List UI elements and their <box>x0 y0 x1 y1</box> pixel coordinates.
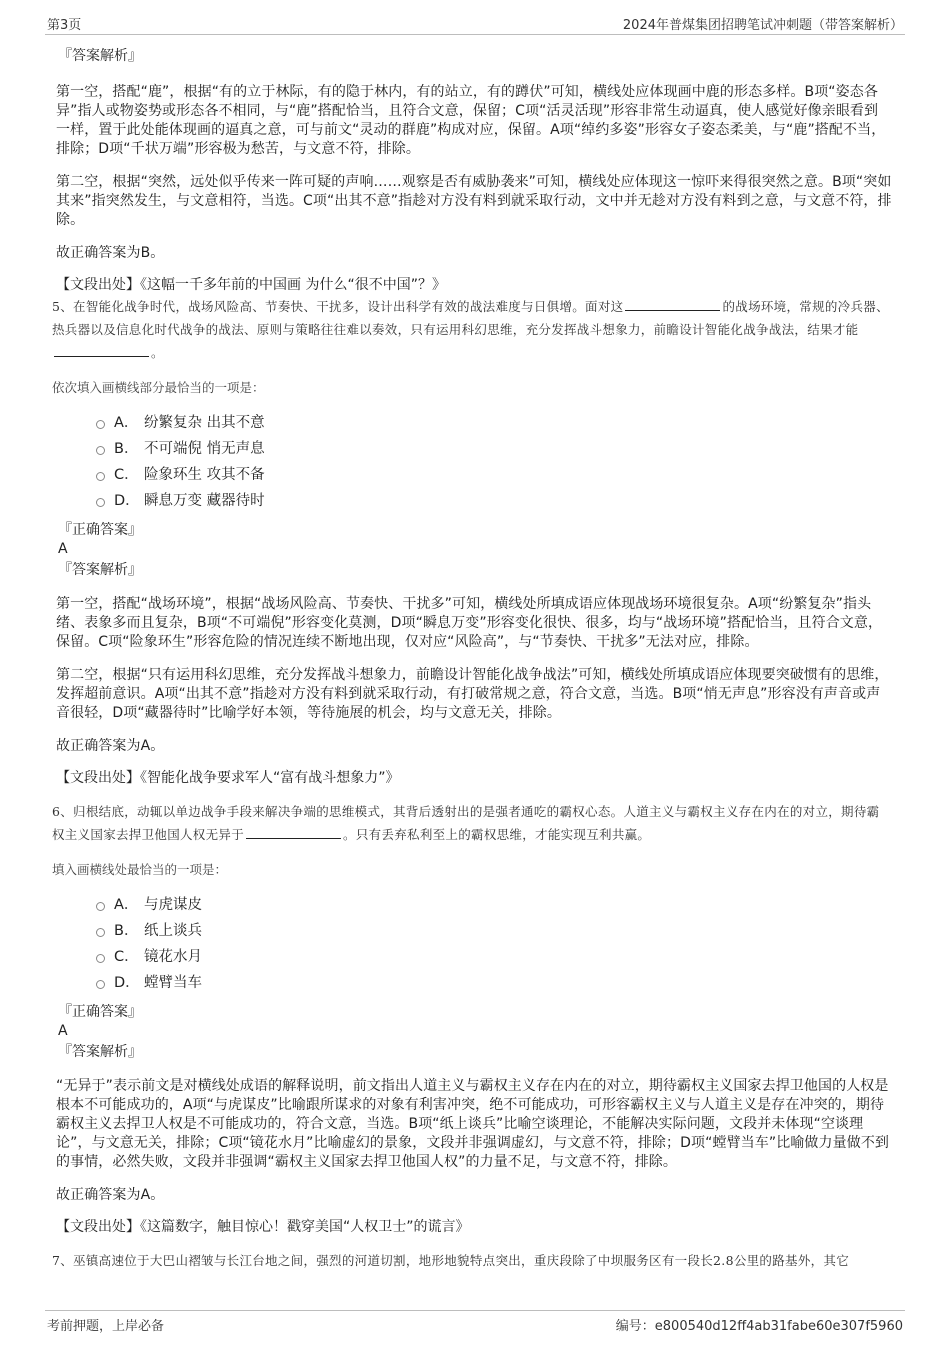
option-list <box>56 410 892 514</box>
analysis-paragraph: 第二空，根据“只有运用科幻思维，充分发挥战斗想象力，前瞻设计智能化战争战法”可知，横线处所填成语应体现要突破惯有的思维，发挥超前意识。A项“出其不意”指趁对方没有料到就采取行动，有打破常规之意，符合文意，当选。B项“悄无声息”形容没有声音或声音很轻，D项“藏器待时”比喻学好本领，等待施展的机会，均与文意无关，排除。 <box>56 667 889 721</box>
question-instruction: 依次填入画横线部分最恰当的一项是： <box>52 380 265 395</box>
answer-blank <box>54 344 149 357</box>
source-citation: 【文段出处】《这幅一千多年前的中国画 为什么“很不中国”？》 <box>56 277 446 293</box>
page-number: 第3页 <box>47 18 82 33</box>
analysis-label: 『答案解析』 <box>58 562 142 578</box>
question-6 <box>52 800 892 1237</box>
analysis-label: 『答案解析』 <box>58 1044 142 1060</box>
question-instruction: 填入画横线处最恰当的一项是： <box>52 862 228 877</box>
page-header <box>45 12 905 35</box>
source-citation: 【文段出处】《智能化战争要求军人“富有战斗想象力”》 <box>56 770 400 786</box>
question-text: 7、巫镇高速位于大巴山褶皱与长江台地之间，强烈的河道切割，地形地貌特点突出，重庆段除了中坝服务区有一段长2.8公里的路基外，其它 <box>52 1253 850 1268</box>
radio-icon[interactable] <box>96 980 105 989</box>
option-a[interactable]: A． 纷繁复杂 出其不意 <box>56 410 892 436</box>
question-5 <box>52 295 892 788</box>
conclusion: 故正确答案为B。 <box>56 245 165 261</box>
question-7 <box>52 1249 892 1272</box>
option-a[interactable]: A． 与虎谋皮 <box>56 892 892 918</box>
radio-icon[interactable] <box>96 472 105 481</box>
answer-blank <box>625 298 720 311</box>
analysis-paragraph: “无异于”表示前文是对横线处成语的解释说明，前文指出人道主义与霸权主义存在内在的对立，期待霸权主义国家去捍卫他国的人权是根本不可能成功的，A项“与虎谋皮”比喻跟所谋求的对象有利害冲突，绝不可能成功，可形容霸权主义与人道主义是存在冲突的，期待霸权主义去捍卫人权是不可能成功的，符合文意，当选。B项“纸上谈兵”比喻空谈理论，不能解决实际问题，文段并未体现“空谈理论”，与文意无关，排除；C项“镜花水月”比喻虚幻的景象，文段并非强调虚幻，与文意不符，排除；D项“螳臂当车”比喻做力量做不到的事情，必然失败，文段并非强调“霸权主义国家去捍卫他国人权”的力量不足，与文意不符，排除。 <box>56 1078 890 1170</box>
analysis-paragraph: 第一空，搭配“鹿”，根据“有的立于林际，有的隐于林内，有的站立，有的蹲伏”可知，横线处应体现画中鹿的形态多样。B项“姿态各异”指人或物姿势或形态各不相同，与“鹿”搭配恰当，且符合文意，保留；C项“活灵活现”形容非常生动逼真，使人感觉好像亲眼看到一样，置于此处能体现画的逼真之意，可与前文“灵动的群鹿”构成对应，保留。A项“绰约多姿”形容女子姿态柔美，与“鹿”搭配不当，排除；D项“千状万端”形容极为愁苦，与文意不符，排除。 <box>56 84 886 157</box>
radio-icon[interactable] <box>96 954 105 963</box>
analysis-label: 『答案解析』 <box>58 48 142 64</box>
footer-note: 考前押题，上岸必备 <box>47 1319 165 1334</box>
answer-blank <box>246 826 341 839</box>
correct-answer: A <box>58 1023 68 1039</box>
conclusion: 故正确答案为A。 <box>56 738 165 754</box>
source-citation: 【文段出处】《这篇数字，触目惊心！戳穿美国“人权卫士”的谎言》 <box>56 1219 470 1235</box>
option-d[interactable]: D． 瞬息万变 藏器待时 <box>56 488 892 514</box>
document-code: 编号：e800540d12ff4ab31fabe60e307f5960 <box>615 1319 903 1334</box>
option-b[interactable]: B． 纸上谈兵 <box>56 918 892 944</box>
question-text: 6、归根结底，动辄以单边战争手段来解决争端的思维模式，其背后透射出的是强者通吃的霸权心态。人道主义与霸权主义存在内在的对立，期待霸权主义国家去捍卫他国人权无异于 。只有丢弃私利至上的霸权思维，才能实现互利共赢。 <box>52 804 880 842</box>
radio-icon[interactable] <box>96 498 105 507</box>
correct-answer-label: 『正确答案』 <box>58 522 142 538</box>
option-c[interactable]: C． 险象环生 攻其不备 <box>56 462 892 488</box>
page-footer <box>45 1310 905 1333</box>
question-text: 5、在智能化战争时代，战场风险高、节奏快、干扰多，设计出科学有效的战法难度与日俱增。面对这 的战场环境，常规的冷兵器、热兵器以及信息化时代战争的战法、原则与策略往往难以奏效，只有运用科幻思维，充分发挥战斗想象力，前瞻设计智能化战争战法，结果才能。 <box>52 299 889 360</box>
correct-answer-label: 『正确答案』 <box>58 1004 142 1020</box>
option-d[interactable]: D． 螳臂当车 <box>56 970 892 996</box>
radio-icon[interactable] <box>96 902 105 911</box>
option-c[interactable]: C． 镜花水月 <box>56 944 892 970</box>
radio-icon[interactable] <box>96 420 105 429</box>
document-title: 2024年普煤集团招聘笔试冲刺题（带答案解析） <box>622 18 903 33</box>
analysis-paragraph: 第一空，搭配“战场环境”，根据“战场风险高、节奏快、干扰多”可知，横线处所填成语应体现战场环境很复杂。A项“纷繁复杂”指头绪、表象多而且复杂，B项“不可端倪”形容变化莫测，D项“瞬息万变”形容变化很快、很多，均与“战场环境”搭配恰当，且符合文意，保留。C项“险象环生”形容危险的情况连续不断地出现，仅对应“风险高”，与“节奏快、干扰多”无法对应，排除。 <box>56 596 883 650</box>
q4-analysis-block <box>56 46 892 295</box>
document-body <box>52 46 892 1272</box>
radio-icon[interactable] <box>96 446 105 455</box>
correct-answer: A <box>58 541 68 557</box>
option-b[interactable]: B． 不可端倪 悄无声息 <box>56 436 892 462</box>
conclusion: 故正确答案为A。 <box>56 1187 165 1203</box>
radio-icon[interactable] <box>96 928 105 937</box>
analysis-paragraph: 第二空，根据“突然，远处似乎传来一阵可疑的声响……观察是否有威胁袭来”可知，横线处应体现这一惊吓来得很突然之意。B项“突如其来”指突然发生，与文意相符，当选。C项“出其不意”指趁对方没有料到就采取行动，文中并无趁对方没有料到之意，与文意不符，排除。 <box>56 174 892 228</box>
option-list <box>56 892 892 996</box>
